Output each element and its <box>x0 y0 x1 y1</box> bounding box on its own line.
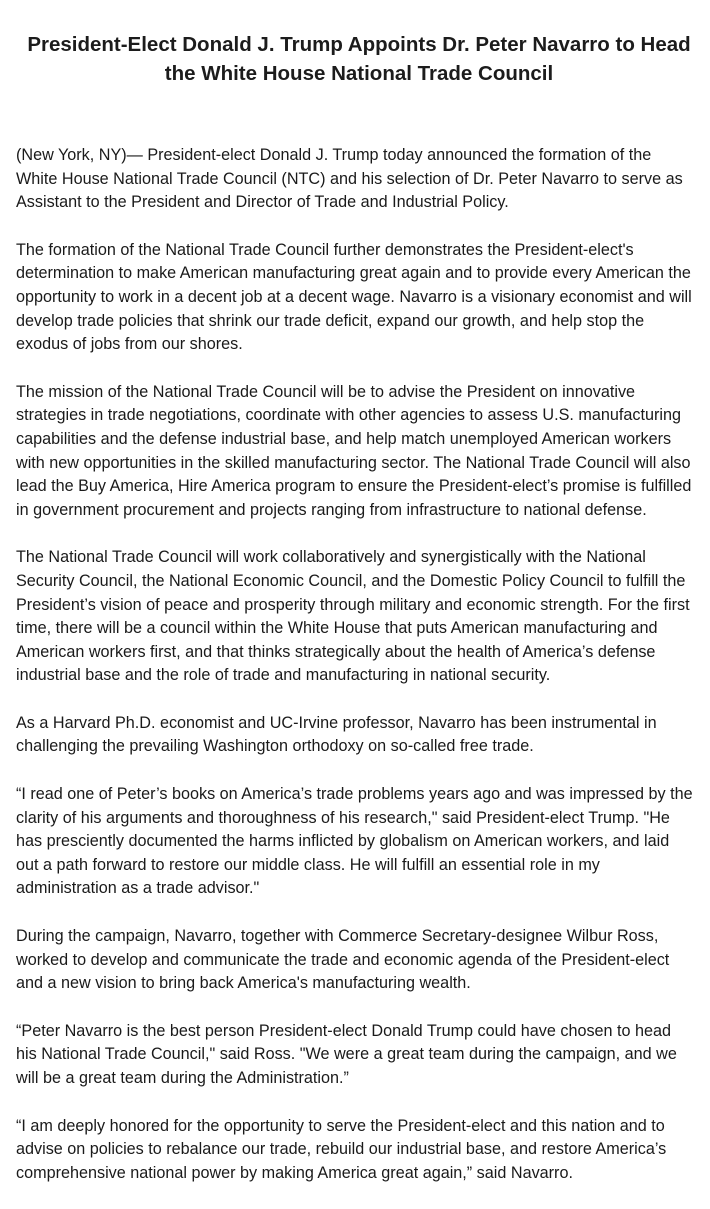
paragraph-navarro-quote: “I am deeply honored for the opportunity to serve the President-elect and this nation and to advise on policies to rebalance our trade, rebuild our industrial base, and restore America’s comprehensive national power by making America great again,” said Navarro. <box>16 1116 667 1182</box>
paragraph-mission: The mission of the National Trade Council will be to advise the President on innovative strategies in trade negotiations, coordinate with other agencies to assess U.S. manufacturing capabilities and the defense industrial base, and help match unemployed American workers with new opportunities in the skilled manufacturing sector. The National Trade Council will also lead the Buy America, Hire America program to ensure the President-elect’s promise is fulfilled in government procurement and projects ranging from infrastructure to national defense. <box>16 382 692 519</box>
paragraph-announcement: (New York, NY)— President-elect Donald J. Trump today announced the formation of the White House National Trade Council (NTC) and his selection of Dr. Peter Navarro to serve as Assistant to the President and Director of Trade and Industrial Policy. <box>16 146 683 212</box>
paragraph-credentials: As a Harvard Ph.D. economist and UC-Irvine professor, Navarro has been instrumental in challenging the prevailing Washington orthodoxy on so-called free trade. <box>16 713 657 756</box>
paragraph-campaign: During the campaign, Navarro, together with Commerce Secretary-designee Wilbur Ross, worked to develop and communicate the trade and economic agenda of the President-elect and a new vision to bring back America's manufacturing wealth. <box>16 927 670 993</box>
paragraph-collaboration: The National Trade Council will work collaboratively and synergistically with the National Security Council, the National Economic Council, and the Domestic Policy Council to fulfill the President’s vision of peace and prosperity through military and economic strength. For the first time, there will be a council within the White House that puts American manufacturing and American workers first, and that thinks strategically about the health of America’s defense industrial base and the role of trade and manufacturing in national security. <box>16 548 690 685</box>
press-release-document <box>16 30 696 1209</box>
paragraph-formation: The formation of the National Trade Council further demonstrates the President-elect's determination to make American manufacturing great again and to provide every American the opportunity to work in a decent job at a decent wage. Navarro is a visionary economist and will develop trade policies that shrink our trade deficit, expand our growth, and help stop the exodus of jobs from our shores. <box>16 240 692 354</box>
press-release-title: President-Elect Donald J. Trump Appoints Dr. Peter Navarro to Head the White House National Trade Council <box>27 33 691 85</box>
paragraph-ross-quote: “Peter Navarro is the best person President-elect Donald Trump could have chosen to head his National Trade Council," said Ross. "We were a great team during the campaign, and we will be a great team during the Administration.” <box>16 1021 677 1087</box>
press-release-body <box>16 144 696 1185</box>
paragraph-trump-quote: “I read one of Peter’s books on America’s trade problems years ago and was impressed by the clarity of his arguments and thoroughness of his research," said President-elect Trump. "He has presciently documented the harms inflicted by globalism on American workers, and laid out a path forward to restore our middle class. He will fulfill an essential role in my administration as a trade advisor." <box>16 785 693 898</box>
